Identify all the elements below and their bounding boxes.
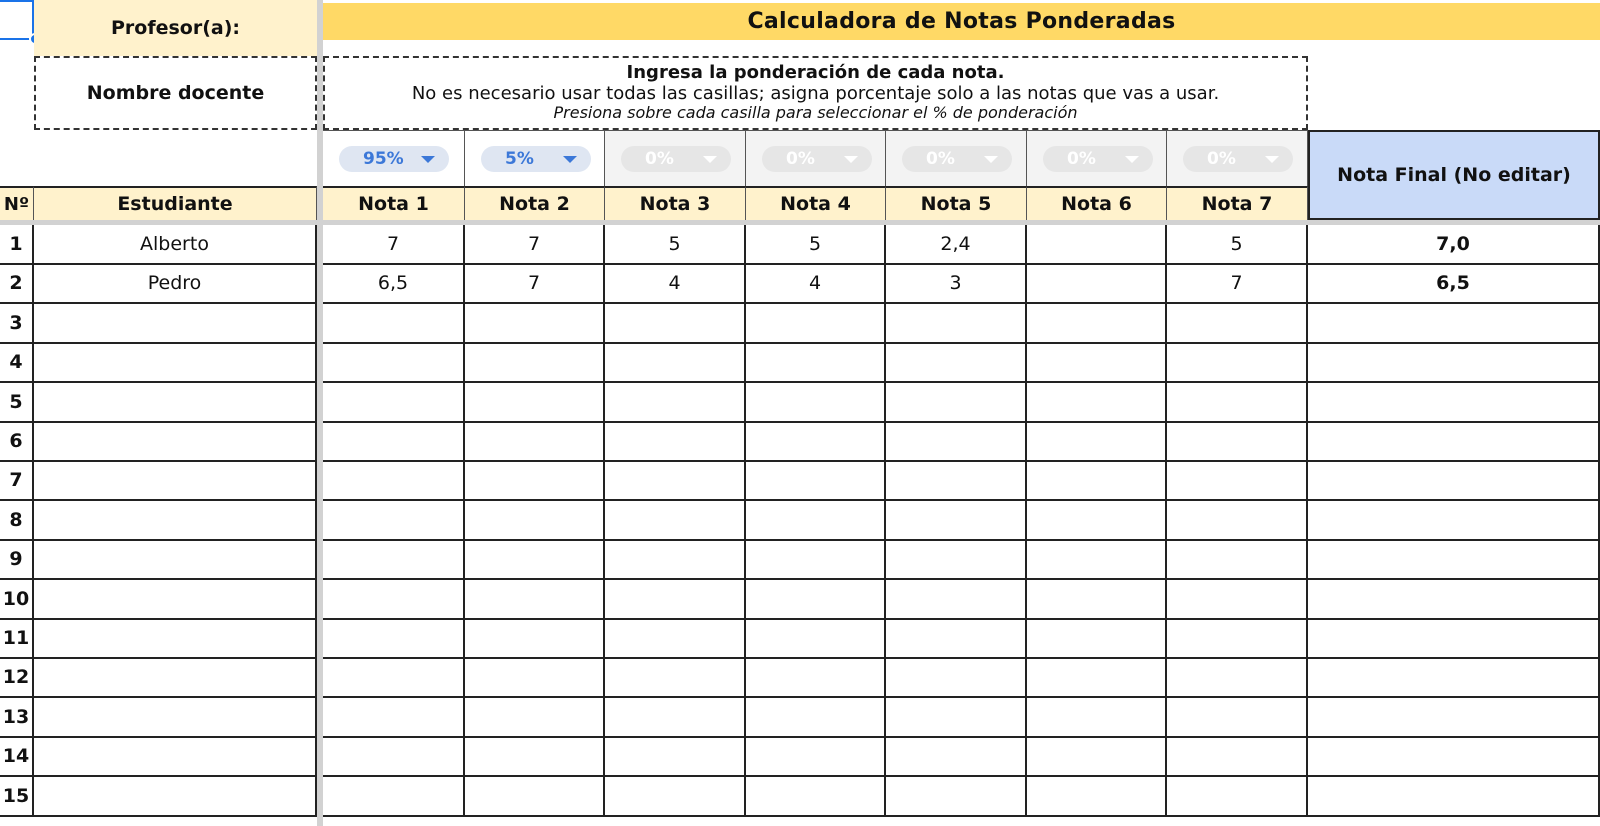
nota-1-cell[interactable] [323, 461, 465, 499]
weight-value: 0% [786, 149, 815, 169]
nota-2-cell[interactable]: 7 [465, 264, 605, 302]
header-student: Estudiante [34, 186, 317, 220]
row-number: 11 [0, 619, 34, 657]
nota-4-cell[interactable] [746, 619, 886, 657]
nota-final-cell[interactable] [1308, 343, 1600, 381]
nota-7-cell[interactable] [1167, 343, 1308, 381]
nota-2-cell[interactable] [465, 343, 605, 381]
nota-4-cell[interactable] [746, 304, 886, 342]
row-number: 3 [0, 304, 34, 342]
table-row [0, 580, 1600, 620]
nota-3-cell[interactable]: 4 [605, 264, 746, 302]
student-name-cell[interactable] [34, 343, 317, 381]
row-number: 5 [0, 383, 34, 421]
row-number: 1 [0, 225, 34, 263]
nota-final-cell[interactable] [1308, 737, 1600, 775]
nota-1-cell[interactable] [323, 540, 465, 578]
nota-4-cell[interactable] [746, 658, 886, 696]
nota-6-cell[interactable] [1027, 461, 1167, 499]
nota-7-cell[interactable]: 7 [1167, 264, 1308, 302]
nota-3-cell[interactable] [605, 304, 746, 342]
table-row [0, 737, 1600, 777]
nota-5-cell[interactable]: 2,4 [886, 225, 1027, 263]
row-number: 4 [0, 343, 34, 381]
nota-6-cell[interactable] [1027, 383, 1167, 421]
table-row [0, 383, 1600, 423]
nota-4-cell[interactable] [746, 501, 886, 539]
nota-2-cell[interactable] [465, 580, 605, 618]
nota-4-cell[interactable]: 4 [746, 264, 886, 302]
nota-5-cell[interactable] [886, 304, 1027, 342]
nota-1-cell[interactable] [323, 619, 465, 657]
nota-2-cell[interactable] [465, 383, 605, 421]
nota-6-cell[interactable] [1027, 580, 1167, 618]
nota-1-cell[interactable] [323, 580, 465, 618]
nota-6-cell[interactable] [1027, 698, 1167, 736]
nota-1-cell[interactable] [323, 343, 465, 381]
nota-4-cell[interactable] [746, 540, 886, 578]
nota-2-cell[interactable] [465, 540, 605, 578]
nota-5-cell[interactable] [886, 698, 1027, 736]
nota-2-cell[interactable] [465, 304, 605, 342]
table-row [0, 461, 1600, 501]
nota-4-cell[interactable]: 5 [746, 225, 886, 263]
nota-3-cell[interactable] [605, 698, 746, 736]
frozen-column-divider[interactable] [317, 0, 323, 826]
nota-3-cell[interactable] [605, 540, 746, 578]
dropdown-caret-icon [844, 156, 858, 163]
nota-1-cell[interactable] [323, 658, 465, 696]
nota-7-cell[interactable] [1167, 422, 1308, 460]
nota-2-cell[interactable] [465, 619, 605, 657]
nota-7-cell[interactable] [1167, 698, 1308, 736]
row-number: 12 [0, 658, 34, 696]
nota-final-cell[interactable] [1308, 540, 1600, 578]
weight-cell-1[interactable] [323, 130, 465, 186]
nota-final-cell[interactable]: 7,0 [1308, 225, 1600, 263]
nota-6-cell[interactable] [1027, 422, 1167, 460]
nota-7-cell[interactable] [1167, 461, 1308, 499]
nota-3-cell[interactable] [605, 501, 746, 539]
nota-5-cell[interactable] [886, 383, 1027, 421]
nota-final-cell[interactable] [1308, 777, 1600, 815]
profesor-label: Profesor(a): [34, 0, 317, 56]
nota-1-cell[interactable] [323, 698, 465, 736]
weight-dropdown-4[interactable] [762, 146, 872, 172]
student-name-cell[interactable] [34, 304, 317, 342]
weight-value: 0% [645, 149, 674, 169]
header-nota-3: Nota 3 [605, 186, 746, 220]
nota-1-cell[interactable] [323, 422, 465, 460]
nota-5-cell[interactable] [886, 540, 1027, 578]
weight-value: 0% [926, 149, 955, 169]
nota-2-cell[interactable] [465, 658, 605, 696]
student-name-cell[interactable] [34, 658, 317, 696]
student-name-cell[interactable]: Pedro [34, 264, 317, 302]
nota-final-cell[interactable] [1308, 422, 1600, 460]
nota-2-cell[interactable] [465, 422, 605, 460]
nota-4-cell[interactable] [746, 698, 886, 736]
nota-5-cell[interactable] [886, 422, 1027, 460]
nota-final-cell[interactable]: 6,5 [1308, 264, 1600, 302]
dropdown-caret-icon [1265, 156, 1279, 163]
weight-cell-4[interactable] [746, 130, 886, 186]
header-nota-1: Nota 1 [323, 186, 465, 220]
row-number: 10 [0, 580, 34, 618]
nota-3-cell[interactable] [605, 777, 746, 815]
header-nota-final: Nota Final (No editar) [1308, 130, 1600, 220]
weight-dropdown-1[interactable] [339, 146, 449, 172]
nota-7-cell[interactable]: 5 [1167, 225, 1308, 263]
nota-1-cell[interactable] [323, 383, 465, 421]
nota-final-cell[interactable] [1308, 698, 1600, 736]
nota-1-cell[interactable] [323, 737, 465, 775]
weight-value: 0% [1207, 149, 1236, 169]
table-row [0, 343, 1600, 383]
nota-final-cell[interactable] [1308, 619, 1600, 657]
table-row [0, 658, 1600, 698]
weight-dropdown-2[interactable] [481, 146, 591, 172]
nota-3-cell[interactable] [605, 619, 746, 657]
nota-1-cell[interactable] [323, 777, 465, 815]
dropdown-caret-icon [703, 156, 717, 163]
nota-6-cell[interactable] [1027, 737, 1167, 775]
nota-3-cell[interactable] [605, 737, 746, 775]
instructions-line-2: No es necesario usar todas las casillas; asigna porcentaje solo a las notas que vas a usar. [411, 82, 1220, 104]
weight-value: 0% [1067, 149, 1096, 169]
row-number: 14 [0, 737, 34, 775]
header-nota-6: Nota 6 [1027, 186, 1167, 220]
row-number: 2 [0, 264, 34, 302]
header-nota-7: Nota 7 [1167, 186, 1308, 220]
table-row [0, 264, 1600, 304]
weight-cell-6[interactable] [1027, 130, 1167, 186]
nota-5-cell[interactable] [886, 619, 1027, 657]
nota-2-cell[interactable] [465, 461, 605, 499]
nota-4-cell[interactable] [746, 580, 886, 618]
nota-2-cell[interactable]: 7 [465, 225, 605, 263]
nota-4-cell[interactable] [746, 383, 886, 421]
nota-final-cell[interactable] [1308, 461, 1600, 499]
nota-final-cell[interactable] [1308, 580, 1600, 618]
nota-3-cell[interactable] [605, 461, 746, 499]
table-row [0, 698, 1600, 738]
profesor-name-cell[interactable]: Nombre docente [34, 56, 317, 130]
student-name-cell[interactable] [34, 777, 317, 815]
nota-3-cell[interactable] [605, 580, 746, 618]
nota-2-cell[interactable] [465, 501, 605, 539]
student-name-cell[interactable] [34, 698, 317, 736]
weight-cell-5[interactable] [886, 130, 1027, 186]
weight-cell-7[interactable] [1167, 130, 1308, 186]
row-number: 13 [0, 698, 34, 736]
student-name-cell[interactable] [34, 383, 317, 421]
nota-4-cell[interactable] [746, 777, 886, 815]
row-number: 7 [0, 461, 34, 499]
student-name-cell[interactable] [34, 461, 317, 499]
weight-dropdown-7[interactable] [1183, 146, 1293, 172]
nota-7-cell[interactable] [1167, 619, 1308, 657]
weight-dropdown-3[interactable] [621, 146, 731, 172]
nota-3-cell[interactable] [605, 383, 746, 421]
nota-4-cell[interactable] [746, 422, 886, 460]
dropdown-caret-icon [984, 156, 998, 163]
table-row [0, 225, 1600, 265]
nota-3-cell[interactable] [605, 343, 746, 381]
nota-1-cell[interactable]: 6,5 [323, 264, 465, 302]
header-nota-2: Nota 2 [465, 186, 605, 220]
nota-7-cell[interactable] [1167, 580, 1308, 618]
student-name-cell[interactable]: Alberto [34, 225, 317, 263]
weight-cell-2[interactable] [465, 130, 605, 186]
table-row [0, 422, 1600, 462]
table-row [0, 501, 1600, 541]
nota-5-cell[interactable] [886, 658, 1027, 696]
nota-5-cell[interactable] [886, 343, 1027, 381]
instructions-line-3: Presiona sobre cada casilla para seleccionar el % de ponderación [553, 103, 1078, 123]
dropdown-caret-icon [1125, 156, 1139, 163]
row-number: 6 [0, 422, 34, 460]
nota-final-cell[interactable] [1308, 304, 1600, 342]
nota-5-cell[interactable] [886, 461, 1027, 499]
table-row [0, 304, 1600, 344]
student-name-cell[interactable] [34, 619, 317, 657]
nota-7-cell[interactable] [1167, 737, 1308, 775]
dropdown-caret-icon [563, 156, 577, 163]
nota-5-cell[interactable] [886, 777, 1027, 815]
table-row [0, 540, 1600, 580]
nota-final-cell[interactable] [1308, 501, 1600, 539]
row-number: 9 [0, 540, 34, 578]
nota-2-cell[interactable] [465, 698, 605, 736]
nota-6-cell[interactable] [1027, 501, 1167, 539]
nota-3-cell[interactable]: 5 [605, 225, 746, 263]
student-name-cell[interactable] [34, 501, 317, 539]
nota-7-cell[interactable] [1167, 540, 1308, 578]
row-number: 8 [0, 501, 34, 539]
nota-5-cell[interactable] [886, 737, 1027, 775]
nota-7-cell[interactable] [1167, 501, 1308, 539]
student-name-cell[interactable] [34, 580, 317, 618]
nota-3-cell[interactable] [605, 658, 746, 696]
header-num: Nº [0, 186, 34, 220]
instructions-line-1: Ingresa la ponderación de cada nota. [626, 62, 1005, 84]
nota-4-cell[interactable] [746, 737, 886, 775]
header-nota-4: Nota 4 [746, 186, 886, 220]
student-name-cell[interactable] [34, 540, 317, 578]
nota-7-cell[interactable] [1167, 383, 1308, 421]
nota-6-cell[interactable] [1027, 304, 1167, 342]
nota-1-cell[interactable]: 7 [323, 225, 465, 263]
nota-6-cell[interactable] [1027, 540, 1167, 578]
nota-5-cell[interactable]: 3 [886, 264, 1027, 302]
weight-value: 95% [363, 149, 404, 169]
nota-6-cell[interactable] [1027, 343, 1167, 381]
table-row [0, 777, 1600, 817]
weight-dropdown-6[interactable] [1043, 146, 1153, 172]
nota-1-cell[interactable] [323, 501, 465, 539]
nota-6-cell[interactable] [1027, 658, 1167, 696]
header-nota-5: Nota 5 [886, 186, 1027, 220]
table-row [0, 619, 1600, 659]
nota-3-cell[interactable] [605, 422, 746, 460]
nota-2-cell[interactable] [465, 737, 605, 775]
weight-value: 5% [505, 149, 534, 169]
nota-4-cell[interactable] [746, 461, 886, 499]
nota-7-cell[interactable] [1167, 777, 1308, 815]
weight-dropdown-5[interactable] [902, 146, 1012, 172]
nota-final-cell[interactable] [1308, 658, 1600, 696]
nota-final-cell[interactable] [1308, 383, 1600, 421]
student-name-cell[interactable] [34, 737, 317, 775]
nota-4-cell[interactable] [746, 343, 886, 381]
weight-cell-3[interactable] [605, 130, 746, 186]
nota-5-cell[interactable] [886, 580, 1027, 618]
nota-2-cell[interactable] [465, 777, 605, 815]
nota-6-cell[interactable] [1027, 225, 1167, 263]
instructions-box [323, 56, 1308, 130]
nota-7-cell[interactable] [1167, 658, 1308, 696]
nota-6-cell[interactable] [1027, 619, 1167, 657]
dropdown-caret-icon [421, 156, 435, 163]
selected-cell[interactable] [0, 0, 34, 40]
nota-6-cell[interactable] [1027, 264, 1167, 302]
sheet-title: Calculadora de Notas Ponderadas [323, 3, 1600, 40]
student-name-cell[interactable] [34, 422, 317, 460]
row-number: 15 [0, 777, 34, 815]
nota-5-cell[interactable] [886, 501, 1027, 539]
nota-6-cell[interactable] [1027, 777, 1167, 815]
nota-1-cell[interactable] [323, 304, 465, 342]
nota-7-cell[interactable] [1167, 304, 1308, 342]
